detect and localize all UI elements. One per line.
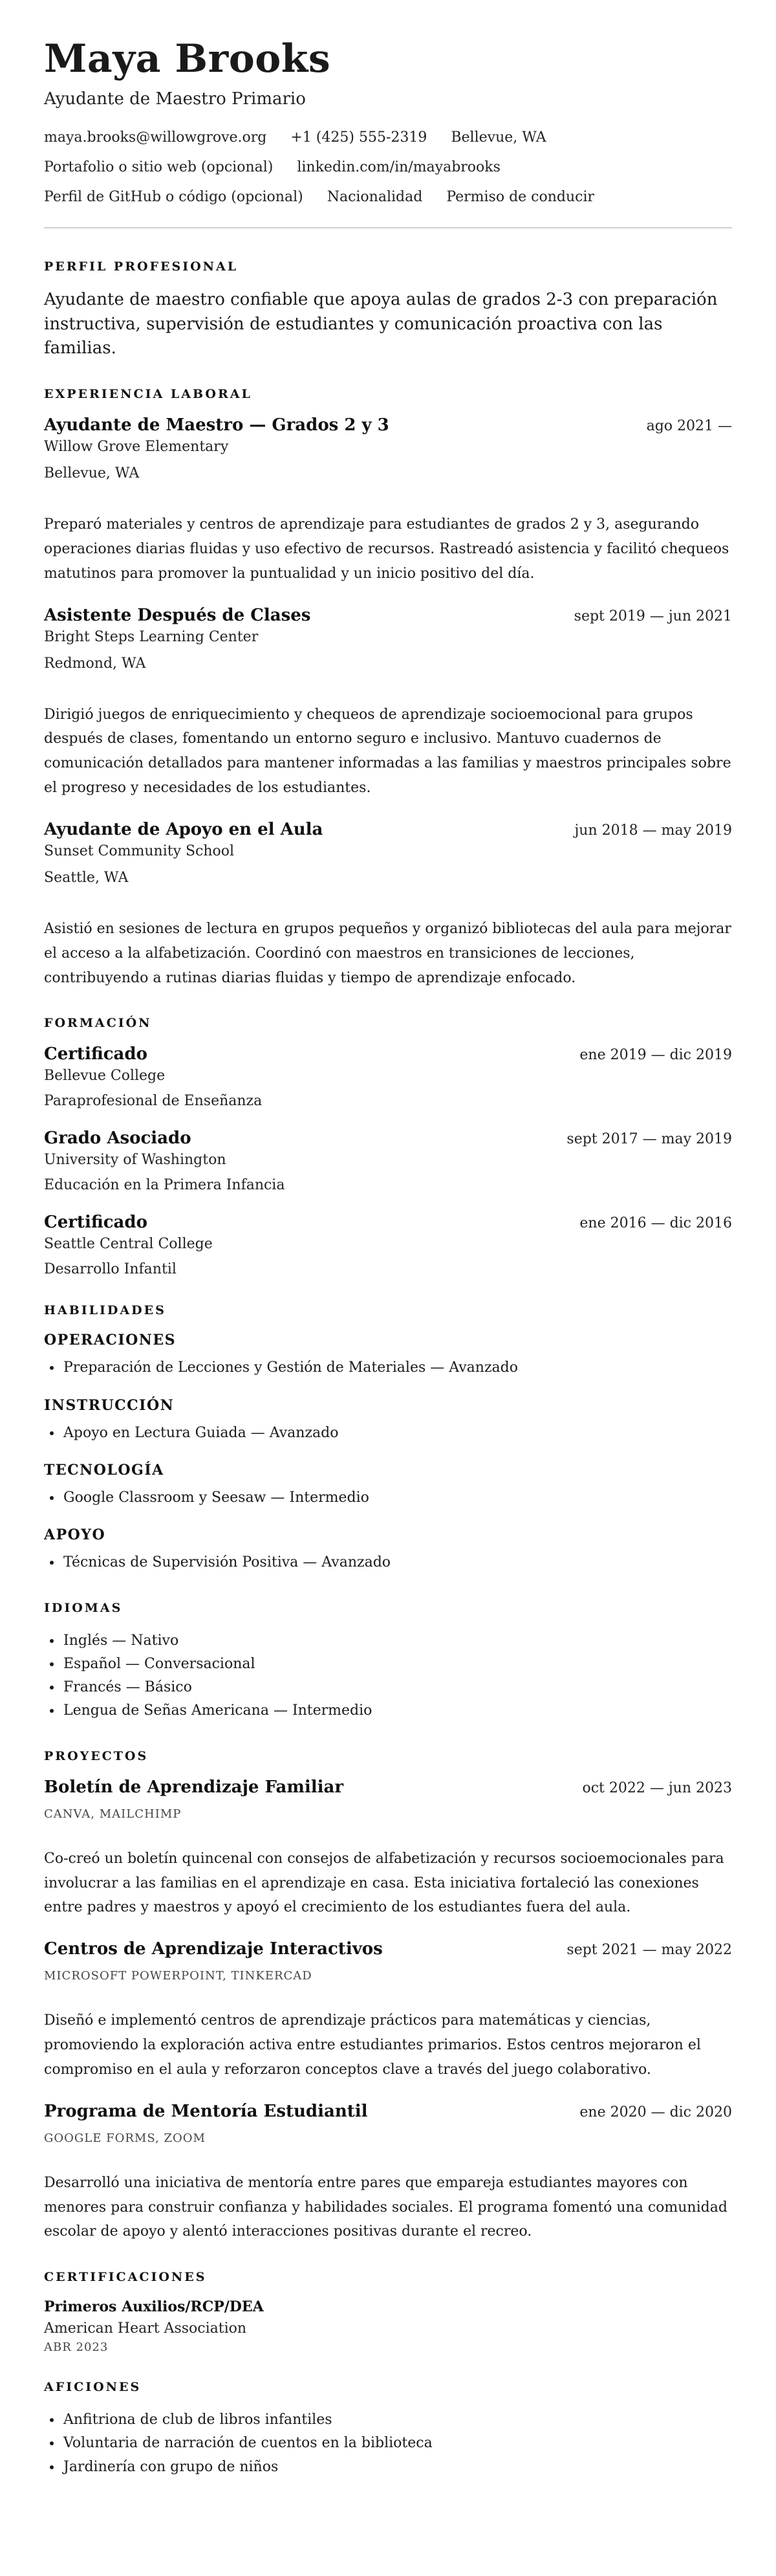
job-description: Preparó materiales y centros de aprendizaje para estudiantes de grados 2 y 3, asegurando operaciones diarias fluidas y uso efectivo de recursos. Rastreadó asistencia y facilitó chequeos matutinos para promover la puntualidad y un inicio positivo del día. [44, 516, 729, 582]
contact-email[interactable]: maya.brooks@willowgrove.org [44, 129, 267, 146]
language-item: • Inglés — Nativo [62, 1629, 732, 1653]
job-date: ago 2021 — [646, 418, 732, 435]
project-tools: CANVA, MAILCHIMP [44, 1807, 182, 1821]
certification-date: ABR 2023 [44, 2340, 109, 2355]
degree-title: Certificado [44, 1213, 147, 1233]
header-divider [44, 227, 732, 228]
job-date: sept 2019 — jun 2021 [574, 608, 732, 624]
contact-nationality: Nacionalidad [327, 189, 423, 205]
section-title-hobbies: AFICIONES [44, 2380, 142, 2395]
candidate-name: Maya Brooks [44, 36, 331, 82]
job-description: Asistió en sesiones de lectura en grupos pequeños y organizó bibliotecas del aula para mejorar el acceso a la alfabetización. Coordinó con maestros en transiciones de lecciones, contribuyendo a rutinas diarias fluidas y tiempo de aprendizaje enfocado. [44, 920, 731, 986]
project-description: Co-creó un boletín quincenal con consejos de alfabetización y recursos socioemocionales para involucrar a las familias en el aprendizaje en casa. Esta iniciativa fortaleció las conexiones entre padres y maestros y apoyó el crecimiento de los estudiantes fuera del aula. [44, 1850, 724, 1916]
experience-entry [44, 820, 732, 990]
hobbies-section [44, 2380, 732, 2479]
project-tools: MICROSOFT POWERPOINT, TINKERCAD [44, 1969, 312, 1983]
experience-section [44, 387, 732, 990]
job-employer: Sunset Community School [44, 842, 235, 859]
contact-license: Permiso de conducir [446, 189, 595, 205]
job-title: Asistente Después de Clases [44, 605, 311, 625]
job-date: jun 2018 — may 2019 [574, 822, 732, 839]
experience-entry [44, 415, 732, 586]
skill-category: TECNOLOGÍA [44, 1461, 164, 1479]
profile-section [44, 259, 732, 361]
degree-date: ene 2019 — dic 2019 [579, 1047, 732, 1064]
education-entry [44, 1044, 732, 1109]
contact-phone[interactable]: +1 (425) 555-2319 [290, 129, 427, 146]
section-title-projects: PROYECTOS [44, 1748, 149, 1763]
school-name: Seattle Central College [44, 1236, 213, 1253]
skill-category: INSTRUCCIÓN [44, 1396, 175, 1414]
job-title: Ayudante de Maestro — Grados 2 y 3 [44, 415, 389, 435]
degree-title: Certificado [44, 1044, 147, 1064]
hobby-item: • Anfitriona de club de libros infantiles [62, 2408, 732, 2432]
skill-list [44, 1551, 732, 1574]
project-entry [44, 2102, 732, 2244]
language-item: • Español — Conversacional [62, 1653, 732, 1676]
project-title: Centros de Aprendizaje Interactivos [44, 1939, 383, 1959]
language-list [44, 1629, 732, 1723]
project-date: sept 2021 — may 2022 [566, 1942, 732, 1959]
projects-section [44, 1749, 732, 2244]
study-field: Desarrollo Infantil [44, 1261, 177, 1278]
skill-item: • Técnicas de Supervisión Positiva — Avanzado [62, 1551, 732, 1574]
section-title-profile: PERFIL PROFESIONAL [44, 259, 239, 274]
job-location: Seattle, WA [44, 869, 129, 886]
hobby-list [44, 2408, 732, 2479]
language-item: • Lengua de Señas Americana — Intermedio [62, 1699, 732, 1723]
section-title-education: FORMACIÓN [44, 1016, 152, 1031]
contact-github[interactable]: Perfil de GitHub o código (opcional) [44, 189, 303, 205]
skill-list [44, 1356, 732, 1380]
project-title: Programa de Mentoría Estudiantil [44, 2101, 368, 2121]
section-title-certifications: CERTIFICACIONES [44, 2270, 207, 2285]
certifications-section [44, 2270, 732, 2354]
contact-line-1 [44, 129, 732, 146]
project-date: oct 2022 — jun 2023 [582, 1779, 732, 1796]
contact-line-3 [44, 189, 732, 205]
profile-summary: Ayudante de maestro confiable que apoya aulas de grados 2-3 con preparación instructiva, supervisión de estudiantes y comunicación proactiva con las familias. [44, 290, 718, 358]
candidate-title: Ayudante de Maestro Primario [44, 89, 306, 109]
skill-item: • Apoyo en Lectura Guiada — Avanzado [62, 1422, 732, 1445]
degree-title: Grado Asociado [44, 1128, 191, 1149]
project-entry [44, 1778, 732, 1920]
contact-linkedin[interactable]: linkedin.com/in/mayabrooks [297, 159, 501, 175]
project-title: Boletín de Aprendizaje Familiar [44, 1777, 344, 1797]
skill-list [44, 1422, 732, 1445]
resume-header [44, 38, 732, 205]
education-entry [44, 1128, 732, 1193]
job-employer: Willow Grove Elementary [44, 439, 229, 456]
education-section [44, 1016, 732, 1277]
degree-date: ene 2016 — dic 2016 [579, 1215, 732, 1232]
job-location: Redmond, WA [44, 655, 146, 672]
skill-category: OPERACIONES [44, 1332, 177, 1349]
contact-portfolio[interactable]: Portafolio o sitio web (opcional) [44, 159, 274, 175]
contact-line-2 [44, 159, 732, 175]
language-item: • Francés — Básico [62, 1676, 732, 1699]
languages-section [44, 1601, 732, 1723]
section-title-languages: IDIOMAS [44, 1600, 123, 1615]
skill-category: APOYO [44, 1526, 106, 1544]
skill-item: • Google Classroom y Seesaw — Intermedio [62, 1486, 732, 1510]
job-title: Ayudante de Apoyo en el Aula [44, 819, 323, 839]
school-name: University of Washington [44, 1152, 226, 1169]
contact-location: Bellevue, WA [451, 129, 546, 146]
skill-item: • Preparación de Lecciones y Gestión de Materiales — Avanzado [62, 1356, 732, 1380]
job-employer: Bright Steps Learning Center [44, 628, 259, 645]
project-description: Desarrolló una iniciativa de mentoría entre pares que empareja estudiantes mayores con menores para construir confianza y habilidades sociales. El programa fomentó una comunidad escolar de apoyo y alentó interacciones positivas durante el recreo. [44, 2174, 727, 2240]
hobby-item: • Jardinería con grupo de niños [62, 2456, 732, 2479]
certification-name: Primeros Auxilios/RCP/DEA [44, 2298, 264, 2316]
skills-section [44, 1303, 732, 1574]
project-tools: GOOGLE FORMS, ZOOM [44, 2131, 206, 2145]
section-title-skills: HABILIDADES [44, 1303, 166, 1318]
certification-issuer: American Heart Association [44, 2320, 247, 2337]
job-location: Bellevue, WA [44, 465, 140, 482]
skill-list [44, 1486, 732, 1510]
job-description: Dirigió juegos de enriquecimiento y chequeos de aprendizaje socioemocional para grupos después de clases, fomentando un entorno seguro e inclusivo. Mantuvo cuadernos de comunicación detallados para mantener informadas a las familias y maestros principales sobre el progreso y necesidades de los estudiantes. [44, 706, 731, 797]
hobby-item: • Voluntaria de narración de cuentos en la biblioteca [62, 2432, 732, 2455]
degree-date: sept 2017 — may 2019 [566, 1131, 732, 1148]
project-entry [44, 1939, 732, 2082]
study-field: Paraprofesional de Enseñanza [44, 1093, 263, 1110]
section-title-experience: EXPERIENCIA LABORAL [44, 387, 252, 402]
school-name: Bellevue College [44, 1068, 166, 1084]
study-field: Educación en la Primera Infancia [44, 1177, 285, 1194]
experience-entry [44, 606, 732, 800]
project-date: ene 2020 — dic 2020 [579, 2104, 732, 2120]
certification-entry [44, 2298, 732, 2354]
education-entry [44, 1213, 732, 1277]
project-description: Diseñó e implementó centros de aprendizaje prácticos para matemáticas y ciencias, promoviendo la exploración activa entre estudiantes primarios. Estos centros mejoraron el compromiso en el aula y reforzaron conceptos clave a través del juego colaborativo. [44, 2012, 701, 2078]
